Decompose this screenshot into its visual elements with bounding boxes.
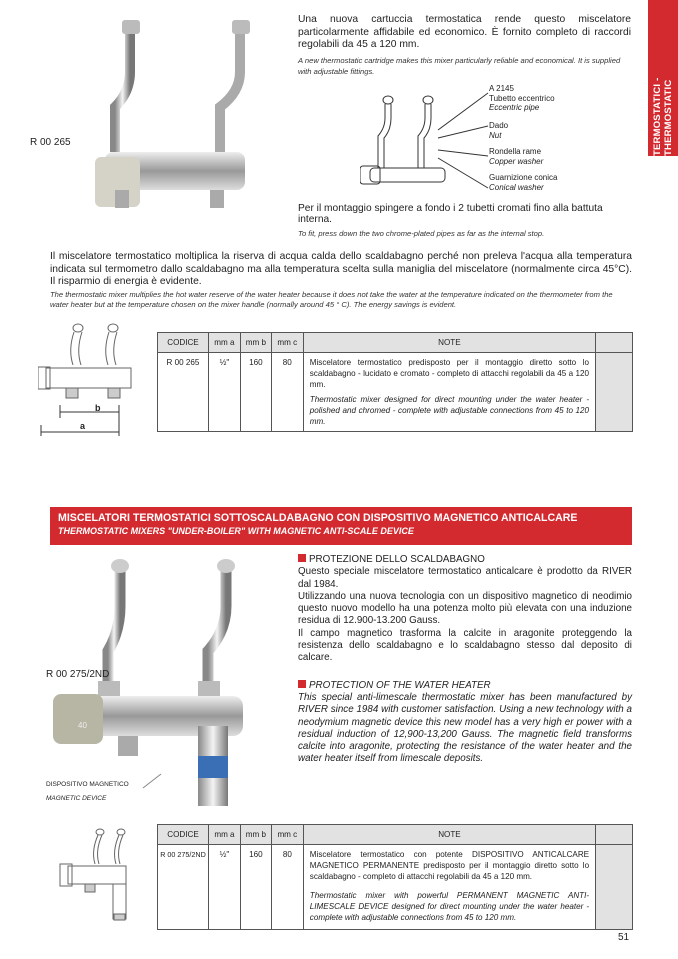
col-codice: CODICE [158,825,209,845]
part-name-en: Conical washer [489,182,544,192]
col-note: NOTE [303,825,595,845]
intro-en: A new thermostatic cartridge makes this mixer particularly reliable and economical. It is supplied with adjustable fittings. [298,55,621,76]
cell-b: 160 [240,845,271,930]
cell-a: ½" [208,353,240,432]
col-note: NOTE [303,333,595,353]
table-row [158,353,633,432]
bullet-square-icon [298,554,306,562]
dimension-drawing [38,320,138,440]
product-code: R 00 275/2ND [46,669,110,680]
device-label-it: DISPOSITIVO MAGNETICO [46,781,129,788]
cell-code: R 00 275/2ND [158,845,209,930]
note-it: Miscelatore termostatico con potente DISPOSITIVO ANTICALCARE MAGNETICO PERMANENTE predisposto per il montaggio diretto sotto lo scaldabagno - completo di attacchi regolabili da 45 a 120 mm. [309,850,590,881]
part-name: Dado [489,121,509,130]
cell-b: 160 [240,353,271,432]
exploded-fitting-diagram [360,88,490,198]
cell-code: R 00 265 [158,353,209,432]
col-mma: mm a [208,333,240,353]
note-en: Thermostatic mixer with powerful PERMANENT MAGNETIC ANTI-LIMESCALE DEVICE designed for direct mounting under the water heater - complete with adjustable connections from 45 to 120 mm. [309,891,590,922]
dim-b-label: b [95,403,101,413]
part-name: Guarnizione conica [489,173,558,182]
spec-table-1 [157,332,633,432]
text-it-3: Il campo magnetico trasforma la calcite in aragonite proteggendo la resistenza dello scaldabagno e lo scaldabagno stesso dal deposito di calcare. [298,627,632,664]
description-it: Il miscelatore termostatico moltiplica la riserva di acqua calda dello scaldabagno perché non preleva l'acqua alla temperatura indicata sul termometro dallo scaldabagno ma alla temperatura scelta sulla maniglia del miscelatore (normalmente circa 45°C). Il risparmio di energia è evidente. [50,251,632,287]
text-en: This special anti-limescale thermostatic mixer has been manufactured by RIVER since 1984 with customer satisfaction. Using a new technology with a neodymium magnetic device this new model has a very high er power with a residual induction of 12,900-13,200 Gauss. The magnetic field transforms calcite into aragonite, protecting the resistance of the water heater and the water heater itself from limescale deposits. [298,691,632,765]
part-name-en: Nut [489,130,502,140]
col-mmb: mm b [240,333,271,353]
part-name: Rondella rame [489,147,542,156]
bullet-square-icon [298,680,306,688]
product-code: R 00 265 [30,137,71,148]
part-code: A 2145 [489,84,514,93]
cell-c: 80 [271,353,303,432]
col-mmc: mm c [271,825,303,845]
cell-a: ½" [208,845,240,930]
fit-instruction-it: Per il montaggio spingere a fondo i 2 tubetti cromati fino alla battuta interna. [298,203,603,225]
svg-text:40: 40 [78,721,87,730]
part-name-en: Eccentric pipe [489,103,540,112]
mixer-photo-r00265 [95,12,255,222]
section-banner [50,507,632,545]
spec-table-2 [157,824,633,930]
table-row [158,845,633,930]
banner-title-it: MISCELATORI TERMOSTATICI SOTTOSCALDABAGNO CON DISPOSITIVO MAGNETICO ANTICALCARE [58,512,578,524]
col-mmc: mm c [271,333,303,353]
dim-a-label: a [80,421,86,431]
intro-it: Una nuova cartuccia termostatica rende questo miscelatore particolarmente affidabile ed economico. È fornito completo di raccordi regolabili da 45 a 120 mm. [298,14,631,50]
page-number: 51 [618,932,630,943]
mixer-photo-r00275 [48,556,248,806]
device-label-en: MAGNETIC DEVICE [46,795,107,802]
heading-it: PROTEZIONE DELLO SCALDABAGNO [309,554,485,565]
section-side-tab: TERMOSTATICI - THERMOSTATIC [648,0,678,156]
note-it: Miscelatore termostatico predisposto per il montaggio diretto sotto lo scaldabagno - lucidato e cromato - completo di attacchi regolabili da 45 a 120 mm. [309,358,590,389]
banner-title-en: THERMOSTATIC MIXERS "UNDER-BOILER" WITH MAGNETIC ANTI-SCALE DEVICE [58,526,414,536]
description-en: The thermostatic mixer multiplies the hot water reserve of the water heater because it does not take the water at the temperature indicated on the thermometer from the water heater but at the temperature chosen on the mixer handle (normally around 45 ° C). The energy savings is evident. [50,289,613,309]
dimension-drawing [58,826,128,926]
text-it-1: Questo speciale miscelatore termostatico anticalcare è prodotto da RIVER dal 1984. [298,566,632,590]
fit-instruction-en: To fit, press down the two chrome-plated pipes as far as the internal stop. [298,229,545,238]
cell-c: 80 [271,845,303,930]
col-mmb: mm b [240,825,271,845]
text-it-2: Utilizzando una nuova tecnologia con un dispositivo magnetico di neodimio questo nuovo modello ha una potenza molto più elevata con una induzione residua di 12.900-13.200 Gauss. [298,590,632,627]
col-mma: mm a [208,825,240,845]
heading-en: PROTECTION OF THE WATER HEATER [309,679,491,691]
note-en: Thermostatic mixer designed for direct mounting under the water heater - polished and chromed - complete with adjustable connections from 45 to 120 mm. [309,395,590,426]
col-codice: CODICE [158,333,209,353]
part-name: Tubetto eccentrico [489,93,555,103]
part-name-en: Copper washer [489,156,544,166]
